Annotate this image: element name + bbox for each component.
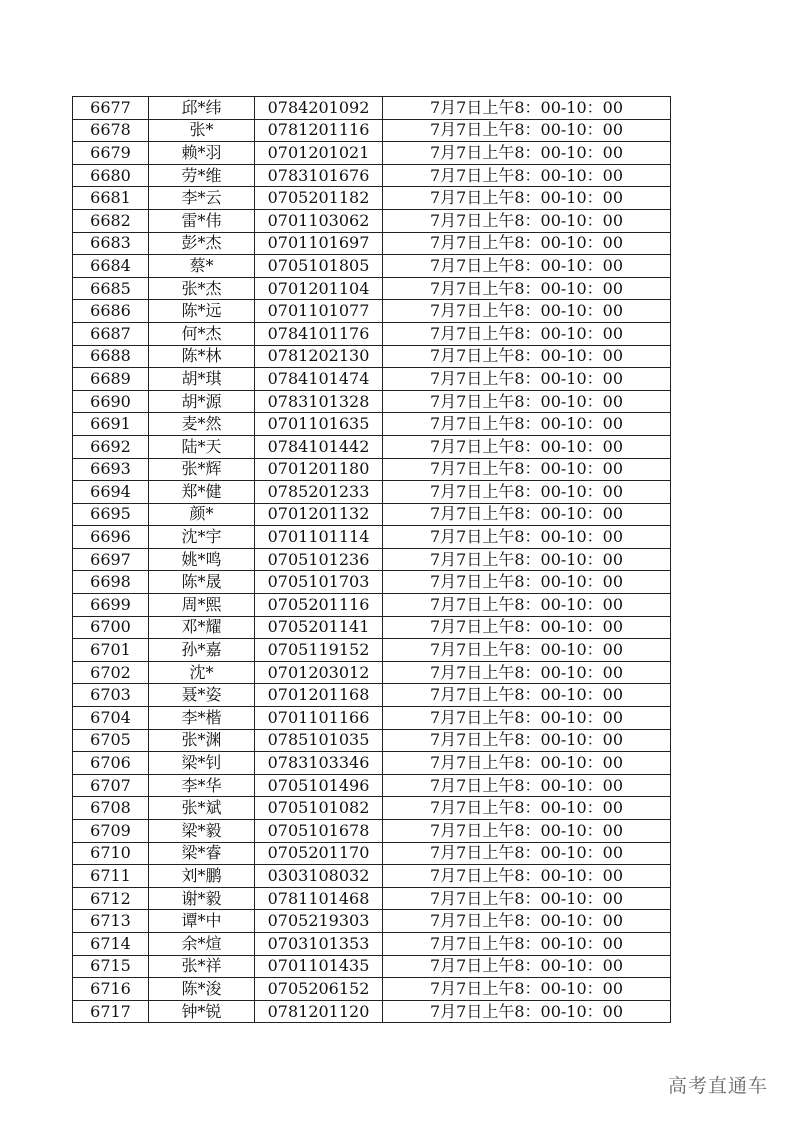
table-row bbox=[73, 119, 671, 142]
table-row bbox=[73, 209, 671, 232]
table-row bbox=[73, 503, 671, 526]
row-number-cell: 6682 bbox=[73, 209, 149, 232]
row-number-cell: 6694 bbox=[73, 481, 149, 504]
row-number-cell: 6716 bbox=[73, 978, 149, 1001]
candidate-id-cell: 0784101442 bbox=[255, 435, 383, 458]
candidate-name-cell: 张*杰 bbox=[149, 277, 255, 300]
candidate-name-cell: 谭*中 bbox=[149, 910, 255, 933]
candidate-name-cell: 颜* bbox=[149, 503, 255, 526]
table-row bbox=[73, 932, 671, 955]
candidate-id-cell: 0701101435 bbox=[255, 955, 383, 978]
row-number-cell: 6717 bbox=[73, 1000, 149, 1023]
candidate-name-cell: 李*楷 bbox=[149, 707, 255, 730]
candidate-name-cell: 郑*健 bbox=[149, 481, 255, 504]
candidate-name-cell: 刘*鹏 bbox=[149, 865, 255, 888]
row-number-cell: 6686 bbox=[73, 300, 149, 323]
candidate-name-cell: 赖*羽 bbox=[149, 142, 255, 165]
exam-time-cell: 7月7日上午8：00-10：00 bbox=[383, 368, 671, 391]
table-row bbox=[73, 707, 671, 730]
exam-time-cell: 7月7日上午8：00-10：00 bbox=[383, 594, 671, 617]
exam-time-cell: 7月7日上午8：00-10：00 bbox=[383, 684, 671, 707]
table-row bbox=[73, 955, 671, 978]
table-row bbox=[73, 842, 671, 865]
row-number-cell: 6687 bbox=[73, 322, 149, 345]
candidate-id-cell: 0783103346 bbox=[255, 752, 383, 775]
candidate-name-cell: 邓*耀 bbox=[149, 616, 255, 639]
table-row bbox=[73, 187, 671, 210]
candidate-name-cell: 邱*纬 bbox=[149, 97, 255, 120]
candidate-id-cell: 0701201132 bbox=[255, 503, 383, 526]
table-row bbox=[73, 322, 671, 345]
candidate-id-cell: 0701101166 bbox=[255, 707, 383, 730]
candidate-id-cell: 0705101236 bbox=[255, 548, 383, 571]
candidate-id-cell: 0705201116 bbox=[255, 594, 383, 617]
candidate-id-cell: 0785201233 bbox=[255, 481, 383, 504]
exam-time-cell: 7月7日上午8：00-10：00 bbox=[383, 842, 671, 865]
row-number-cell: 6715 bbox=[73, 955, 149, 978]
candidate-name-cell: 张* bbox=[149, 119, 255, 142]
exam-time-cell: 7月7日上午8：00-10：00 bbox=[383, 345, 671, 368]
candidate-name-cell: 孙*嘉 bbox=[149, 639, 255, 662]
watermark-text: 高考直通车 bbox=[667, 1075, 768, 1097]
exam-time-cell: 7月7日上午8：00-10：00 bbox=[383, 481, 671, 504]
candidate-id-cell: 0701201021 bbox=[255, 142, 383, 165]
candidate-id-cell: 0701101077 bbox=[255, 300, 383, 323]
row-number-cell: 6695 bbox=[73, 503, 149, 526]
candidate-name-cell: 张*斌 bbox=[149, 797, 255, 820]
candidate-id-cell: 0701203012 bbox=[255, 661, 383, 684]
row-number-cell: 6712 bbox=[73, 887, 149, 910]
table-row bbox=[73, 526, 671, 549]
exam-time-cell: 7月7日上午8：00-10：00 bbox=[383, 910, 671, 933]
candidate-name-cell: 周*熙 bbox=[149, 594, 255, 617]
candidate-id-cell: 0705119152 bbox=[255, 639, 383, 662]
table-row bbox=[73, 820, 671, 843]
table-row bbox=[73, 774, 671, 797]
candidate-id-cell: 0781201116 bbox=[255, 119, 383, 142]
row-number-cell: 6683 bbox=[73, 232, 149, 255]
exam-time-cell: 7月7日上午8：00-10：00 bbox=[383, 707, 671, 730]
candidate-name-cell: 沈*宇 bbox=[149, 526, 255, 549]
row-number-cell: 6681 bbox=[73, 187, 149, 210]
exam-time-cell: 7月7日上午8：00-10：00 bbox=[383, 571, 671, 594]
candidate-id-cell: 0703101353 bbox=[255, 932, 383, 955]
candidate-name-cell: 胡*源 bbox=[149, 390, 255, 413]
row-number-cell: 6696 bbox=[73, 526, 149, 549]
table-row bbox=[73, 865, 671, 888]
table-row bbox=[73, 142, 671, 165]
candidate-id-cell: 0784201092 bbox=[255, 97, 383, 120]
candidate-name-cell: 余*煊 bbox=[149, 932, 255, 955]
candidate-id-cell: 0701101697 bbox=[255, 232, 383, 255]
candidate-name-cell: 梁*睿 bbox=[149, 842, 255, 865]
exam-time-cell: 7月7日上午8：00-10：00 bbox=[383, 797, 671, 820]
candidate-name-cell: 张*祥 bbox=[149, 955, 255, 978]
candidate-name-cell: 何*杰 bbox=[149, 322, 255, 345]
exam-time-cell: 7月7日上午8：00-10：00 bbox=[383, 255, 671, 278]
exam-time-cell: 7月7日上午8：00-10：00 bbox=[383, 661, 671, 684]
candidate-id-cell: 0705201182 bbox=[255, 187, 383, 210]
exam-time-cell: 7月7日上午8：00-10：00 bbox=[383, 865, 671, 888]
exam-time-cell: 7月7日上午8：00-10：00 bbox=[383, 164, 671, 187]
row-number-cell: 6707 bbox=[73, 774, 149, 797]
candidate-id-cell: 0705206152 bbox=[255, 978, 383, 1001]
exam-time-cell: 7月7日上午8：00-10：00 bbox=[383, 548, 671, 571]
exam-time-cell: 7月7日上午8：00-10：00 bbox=[383, 820, 671, 843]
row-number-cell: 6688 bbox=[73, 345, 149, 368]
candidate-name-cell: 胡*琪 bbox=[149, 368, 255, 391]
exam-time-cell: 7月7日上午8：00-10：00 bbox=[383, 932, 671, 955]
exam-time-cell: 7月7日上午8：00-10：00 bbox=[383, 300, 671, 323]
table-row bbox=[73, 390, 671, 413]
candidate-name-cell: 陈*浚 bbox=[149, 978, 255, 1001]
candidate-id-cell: 0705201141 bbox=[255, 616, 383, 639]
exam-time-cell: 7月7日上午8：00-10：00 bbox=[383, 322, 671, 345]
candidate-name-cell: 劳*维 bbox=[149, 164, 255, 187]
exam-time-cell: 7月7日上午8：00-10：00 bbox=[383, 458, 671, 481]
candidate-name-cell: 张*辉 bbox=[149, 458, 255, 481]
table-row bbox=[73, 97, 671, 120]
exam-time-cell: 7月7日上午8：00-10：00 bbox=[383, 774, 671, 797]
exam-time-cell: 7月7日上午8：00-10：00 bbox=[383, 955, 671, 978]
row-number-cell: 6714 bbox=[73, 932, 149, 955]
candidate-id-cell: 0701201104 bbox=[255, 277, 383, 300]
candidate-name-cell: 陆*天 bbox=[149, 435, 255, 458]
candidate-name-cell: 沈* bbox=[149, 661, 255, 684]
table-row bbox=[73, 435, 671, 458]
roster-table-body bbox=[73, 97, 671, 1023]
exam-time-cell: 7月7日上午8：00-10：00 bbox=[383, 503, 671, 526]
table-row bbox=[73, 413, 671, 436]
row-number-cell: 6693 bbox=[73, 458, 149, 481]
row-number-cell: 6703 bbox=[73, 684, 149, 707]
candidate-name-cell: 蔡* bbox=[149, 255, 255, 278]
table-row bbox=[73, 232, 671, 255]
exam-time-cell: 7月7日上午8：00-10：00 bbox=[383, 413, 671, 436]
candidate-id-cell: 0705201170 bbox=[255, 842, 383, 865]
candidate-name-cell: 李*云 bbox=[149, 187, 255, 210]
exam-time-cell: 7月7日上午8：00-10：00 bbox=[383, 97, 671, 120]
candidate-id-cell: 0783101676 bbox=[255, 164, 383, 187]
candidate-id-cell: 0781101468 bbox=[255, 887, 383, 910]
exam-time-cell: 7月7日上午8：00-10：00 bbox=[383, 729, 671, 752]
table-row bbox=[73, 684, 671, 707]
table-row bbox=[73, 1000, 671, 1023]
row-number-cell: 6706 bbox=[73, 752, 149, 775]
row-number-cell: 6692 bbox=[73, 435, 149, 458]
candidate-id-cell: 0784101474 bbox=[255, 368, 383, 391]
exam-time-cell: 7月7日上午8：00-10：00 bbox=[383, 232, 671, 255]
exam-roster-table bbox=[72, 96, 671, 1023]
candidate-id-cell: 0705101496 bbox=[255, 774, 383, 797]
candidate-id-cell: 0783101328 bbox=[255, 390, 383, 413]
row-number-cell: 6697 bbox=[73, 548, 149, 571]
table-row bbox=[73, 661, 671, 684]
candidate-id-cell: 0781202130 bbox=[255, 345, 383, 368]
candidate-name-cell: 梁*钊 bbox=[149, 752, 255, 775]
row-number-cell: 6678 bbox=[73, 119, 149, 142]
table-row bbox=[73, 458, 671, 481]
candidate-id-cell: 0701201180 bbox=[255, 458, 383, 481]
candidate-name-cell: 陈*远 bbox=[149, 300, 255, 323]
candidate-name-cell: 雷*伟 bbox=[149, 209, 255, 232]
row-number-cell: 6679 bbox=[73, 142, 149, 165]
row-number-cell: 6701 bbox=[73, 639, 149, 662]
table-row bbox=[73, 277, 671, 300]
exam-time-cell: 7月7日上午8：00-10：00 bbox=[383, 752, 671, 775]
candidate-id-cell: 0701103062 bbox=[255, 209, 383, 232]
candidate-id-cell: 0784101176 bbox=[255, 322, 383, 345]
table-row bbox=[73, 571, 671, 594]
candidate-name-cell: 钟*锐 bbox=[149, 1000, 255, 1023]
row-number-cell: 6711 bbox=[73, 865, 149, 888]
row-number-cell: 6710 bbox=[73, 842, 149, 865]
row-number-cell: 6684 bbox=[73, 255, 149, 278]
candidate-id-cell: 0705101703 bbox=[255, 571, 383, 594]
table-row bbox=[73, 255, 671, 278]
row-number-cell: 6698 bbox=[73, 571, 149, 594]
table-row bbox=[73, 594, 671, 617]
candidate-name-cell: 聂*姿 bbox=[149, 684, 255, 707]
table-row bbox=[73, 548, 671, 571]
row-number-cell: 6699 bbox=[73, 594, 149, 617]
exam-time-cell: 7月7日上午8：00-10：00 bbox=[383, 1000, 671, 1023]
candidate-id-cell: 0701101114 bbox=[255, 526, 383, 549]
table-row bbox=[73, 729, 671, 752]
exam-time-cell: 7月7日上午8：00-10：00 bbox=[383, 277, 671, 300]
row-number-cell: 6704 bbox=[73, 707, 149, 730]
exam-time-cell: 7月7日上午8：00-10：00 bbox=[383, 142, 671, 165]
table-row bbox=[73, 752, 671, 775]
table-row bbox=[73, 164, 671, 187]
row-number-cell: 6677 bbox=[73, 97, 149, 120]
exam-time-cell: 7月7日上午8：00-10：00 bbox=[383, 978, 671, 1001]
table-row bbox=[73, 345, 671, 368]
table-row bbox=[73, 368, 671, 391]
row-number-cell: 6702 bbox=[73, 661, 149, 684]
row-number-cell: 6691 bbox=[73, 413, 149, 436]
row-number-cell: 6690 bbox=[73, 390, 149, 413]
exam-time-cell: 7月7日上午8：00-10：00 bbox=[383, 616, 671, 639]
candidate-id-cell: 0781201120 bbox=[255, 1000, 383, 1023]
candidate-id-cell: 0705219303 bbox=[255, 910, 383, 933]
exam-time-cell: 7月7日上午8：00-10：00 bbox=[383, 526, 671, 549]
row-number-cell: 6709 bbox=[73, 820, 149, 843]
table-row bbox=[73, 797, 671, 820]
exam-time-cell: 7月7日上午8：00-10：00 bbox=[383, 119, 671, 142]
table-row bbox=[73, 300, 671, 323]
exam-time-cell: 7月7日上午8：00-10：00 bbox=[383, 390, 671, 413]
candidate-id-cell: 0785101035 bbox=[255, 729, 383, 752]
row-number-cell: 6708 bbox=[73, 797, 149, 820]
candidate-id-cell: 0701101635 bbox=[255, 413, 383, 436]
candidate-id-cell: 0303108032 bbox=[255, 865, 383, 888]
table-row bbox=[73, 887, 671, 910]
candidate-name-cell: 梁*毅 bbox=[149, 820, 255, 843]
exam-time-cell: 7月7日上午8：00-10：00 bbox=[383, 187, 671, 210]
exam-time-cell: 7月7日上午8：00-10：00 bbox=[383, 887, 671, 910]
candidate-name-cell: 张*渊 bbox=[149, 729, 255, 752]
row-number-cell: 6713 bbox=[73, 910, 149, 933]
candidate-id-cell: 0701201168 bbox=[255, 684, 383, 707]
exam-time-cell: 7月7日上午8：00-10：00 bbox=[383, 209, 671, 232]
candidate-name-cell: 李*华 bbox=[149, 774, 255, 797]
candidate-name-cell: 麦*然 bbox=[149, 413, 255, 436]
table-row bbox=[73, 481, 671, 504]
candidate-id-cell: 0705101082 bbox=[255, 797, 383, 820]
table-row bbox=[73, 616, 671, 639]
candidate-name-cell: 谢*毅 bbox=[149, 887, 255, 910]
candidate-name-cell: 陈*晟 bbox=[149, 571, 255, 594]
row-number-cell: 6700 bbox=[73, 616, 149, 639]
row-number-cell: 6705 bbox=[73, 729, 149, 752]
candidate-name-cell: 姚*鸣 bbox=[149, 548, 255, 571]
table-row bbox=[73, 978, 671, 1001]
row-number-cell: 6680 bbox=[73, 164, 149, 187]
row-number-cell: 6685 bbox=[73, 277, 149, 300]
candidate-name-cell: 陈*林 bbox=[149, 345, 255, 368]
candidate-id-cell: 0705101678 bbox=[255, 820, 383, 843]
table-row bbox=[73, 639, 671, 662]
candidate-id-cell: 0705101805 bbox=[255, 255, 383, 278]
exam-time-cell: 7月7日上午8：00-10：00 bbox=[383, 435, 671, 458]
candidate-name-cell: 彭*杰 bbox=[149, 232, 255, 255]
exam-time-cell: 7月7日上午8：00-10：00 bbox=[383, 639, 671, 662]
table-row bbox=[73, 910, 671, 933]
row-number-cell: 6689 bbox=[73, 368, 149, 391]
